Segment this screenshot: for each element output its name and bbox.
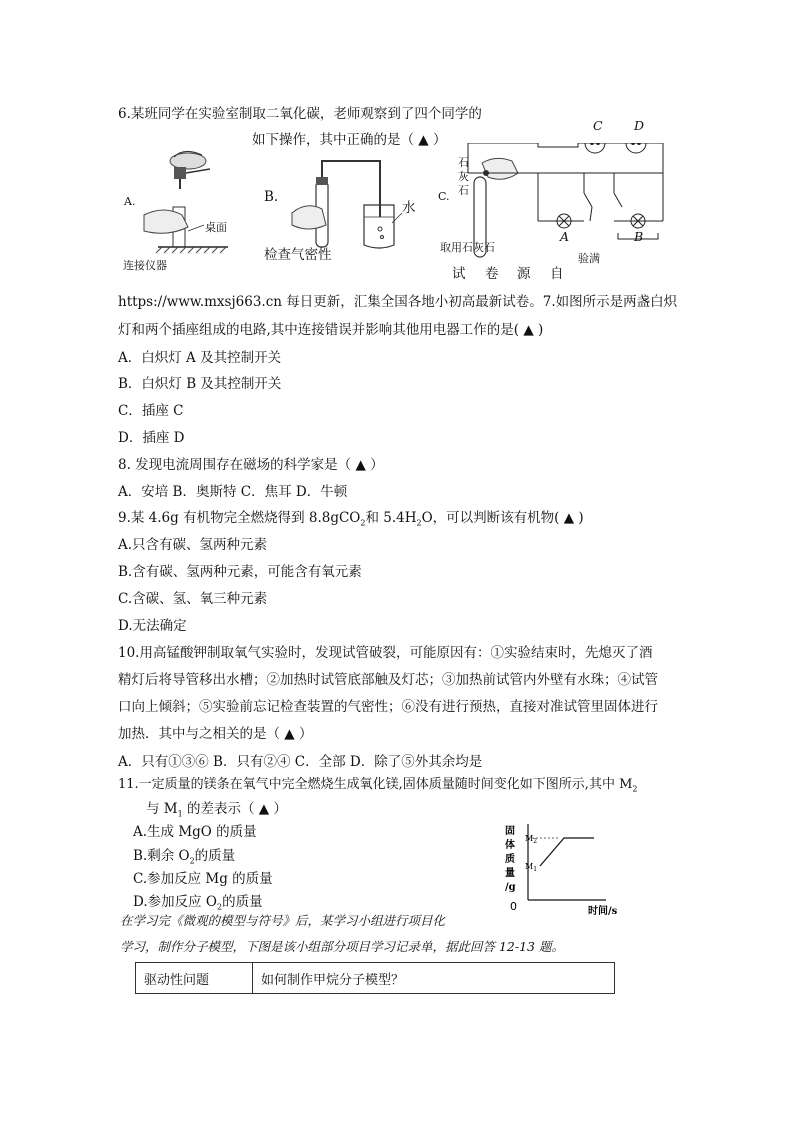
q9-option-a: A.只含有碳、氢两种元素 bbox=[118, 537, 268, 553]
figure-b-water-label: 水 bbox=[402, 200, 416, 216]
circuit-label-a: A bbox=[560, 229, 570, 244]
figure-a-caption: 连接仪器 bbox=[123, 259, 167, 272]
q9-sub-1: 2 bbox=[360, 518, 366, 528]
q11-option-d-sub: 2 bbox=[217, 902, 223, 912]
watermark-char-1: 试 bbox=[452, 266, 466, 282]
q6-stem-line2: 如下操作，其中正确的是（ ▲ ） bbox=[252, 132, 447, 148]
q7-stem-line1: https://www.mxsj663.cn 每日更新，汇集全国各地小初高最新试卷。7.如图所示是两盏白炽 bbox=[118, 294, 678, 310]
table-header-cell: 驱动性问题 bbox=[136, 963, 253, 994]
figure-a-table-label: 桌面 bbox=[205, 221, 227, 234]
q9-option-b: B.含有碳、氢两种元素，可能含有氧元素 bbox=[118, 564, 362, 580]
q11-option-b-part1: B.剩余 O bbox=[133, 848, 190, 864]
figure-c-stone-3: 石 bbox=[458, 184, 469, 197]
q11-stem-line1-text: 11.一定质量的镁条在氧气中完全燃烧生成氧化镁,固体质量随时间变化如下图所示,其中 M bbox=[118, 777, 633, 792]
q9-stem-part3: O，可以判断该有机物( ▲ ) bbox=[421, 510, 584, 526]
q6-stem-line1: 6.某班同学在实验室制取二氧化碳，老师观察到了四个同学的 bbox=[118, 106, 482, 122]
watermark-char-2: 卷 bbox=[485, 266, 499, 282]
q11-option-d-part1: D.参加反应 O bbox=[133, 894, 217, 910]
x-axis-label: 时间/s bbox=[588, 906, 618, 917]
y-axis-label-4: 量 bbox=[505, 868, 515, 879]
q11-option-b bbox=[133, 844, 235, 866]
origin-label: 0 bbox=[510, 900, 517, 913]
y-axis-label-5: /g bbox=[505, 882, 516, 893]
q9-option-d: D.无法确定 bbox=[118, 618, 187, 634]
project-record-table bbox=[135, 962, 615, 994]
q7-option-d: D．插座 D bbox=[118, 430, 185, 446]
figure-c-letter: C. bbox=[438, 190, 450, 203]
q7-stem-line2: 灯和两个插座组成的电路,其中连接错误并影响其他用电器工作的是( ▲ ) bbox=[118, 322, 544, 338]
circuit-label-c: C bbox=[593, 118, 603, 133]
q10-stem-line4: 加热．其中与之相关的是（ ▲ ） bbox=[118, 726, 313, 742]
figure-a-connect-apparatus bbox=[144, 151, 228, 253]
table-row bbox=[136, 963, 615, 994]
q9-stem bbox=[118, 506, 584, 528]
intro-line2: 学习，制作分子模型，下图是该小组部分项目学习记录单，据此回答 12-13 题。 bbox=[120, 939, 564, 954]
circuit-label-d: D bbox=[634, 118, 645, 133]
q11-sub-m1: 1 bbox=[177, 809, 183, 819]
q9-stem-part2: 和 5.4H bbox=[365, 510, 417, 526]
circuit-diagram bbox=[468, 143, 663, 239]
figure-b-caption: 检查气密性 bbox=[264, 247, 332, 263]
q7-option-b: B．白炽灯 B 及其控制开关 bbox=[118, 376, 282, 392]
figure-b-letter: B. bbox=[264, 189, 279, 205]
circuit-caption: 验满 bbox=[578, 252, 600, 265]
q11-stem-line2-part1: 与 M bbox=[146, 801, 178, 817]
watermark-char-3: 源 bbox=[517, 266, 531, 282]
figure-c-stone-2: 灰 bbox=[458, 170, 469, 183]
q9-stem-part1: 9.某 4.6g 有机物完全燃烧得到 8.8gCO bbox=[118, 510, 361, 526]
mass-time-chart bbox=[500, 822, 640, 920]
y-axis-label-2: 体 bbox=[505, 840, 515, 851]
q11-option-b-sub: 2 bbox=[189, 856, 195, 866]
intro-line1: 在学习完《微观的模型与符号》后，某学习小组进行项目化 bbox=[120, 913, 446, 928]
q11-option-d-part2: 的质量 bbox=[222, 894, 263, 910]
q10-stem-line1: 10.用高锰酸钾制取氧气实验时，发现试管破裂，可能原因有：①实验结束时，先熄灭了酒 bbox=[118, 645, 653, 661]
q11-stem-line2-part2: 的差表示（ ▲ ） bbox=[182, 801, 287, 817]
q8-stem: 8. 发现电流周围存在磁场的科学家是（ ▲ ） bbox=[118, 457, 384, 473]
figure-a-letter: A. bbox=[124, 195, 136, 208]
y-axis-label-3: 质 bbox=[505, 854, 515, 865]
q7-option-c: C．插座 C bbox=[118, 403, 184, 419]
q11-option-a: A.生成 MgO 的质量 bbox=[133, 824, 257, 840]
q11-option-b-part2: 的质量 bbox=[194, 848, 236, 864]
y-axis-label-1: 固 bbox=[505, 826, 515, 837]
q11-option-c: C.参加反应 Mg 的质量 bbox=[133, 871, 273, 887]
q8-options: A．安培 B．奥斯特 C．焦耳 D．牛顿 bbox=[118, 484, 348, 500]
q11-option-d bbox=[133, 890, 263, 912]
q11-stem-line2 bbox=[146, 797, 287, 819]
q10-options: A．只有①③⑥ B．只有②④ C．全部 D．除了⑤外其余均是 bbox=[118, 754, 483, 770]
q9-option-c: C.含碳、氢、氧三种元素 bbox=[118, 591, 268, 607]
figure-b-check-airtightness bbox=[292, 161, 402, 248]
series-line bbox=[540, 838, 594, 866]
circuit-label-b: B bbox=[634, 229, 644, 244]
tick-label-m1: $M_1$ bbox=[525, 862, 538, 873]
figure-c-caption: 取用石灰石 bbox=[440, 241, 495, 254]
table-value-cell: 如何制作甲烷分子模型？ bbox=[253, 963, 615, 994]
q11-sub-m2: 2 bbox=[632, 784, 638, 794]
q9-sub-2: 2 bbox=[416, 518, 422, 528]
watermark-char-4: 自 bbox=[550, 266, 564, 282]
q7-option-a: A．白炽灯 A 及其控制开关 bbox=[118, 350, 282, 366]
q11-stem-line1 bbox=[118, 773, 637, 794]
q10-stem-line2: 精灯后将导管移出水槽；②加热时试管底部触及灯芯；③加热前试管内外壁有水珠；④试管 bbox=[118, 672, 658, 688]
figure-c-stone-1: 石 bbox=[458, 156, 469, 169]
q10-stem-line3: 口向上倾斜；⑤实验前忘记检查装置的气密性；⑥没有进行预热，直接对准试管里固体进行 bbox=[118, 699, 658, 715]
tick-label-m2: $M_2$ bbox=[525, 834, 538, 845]
